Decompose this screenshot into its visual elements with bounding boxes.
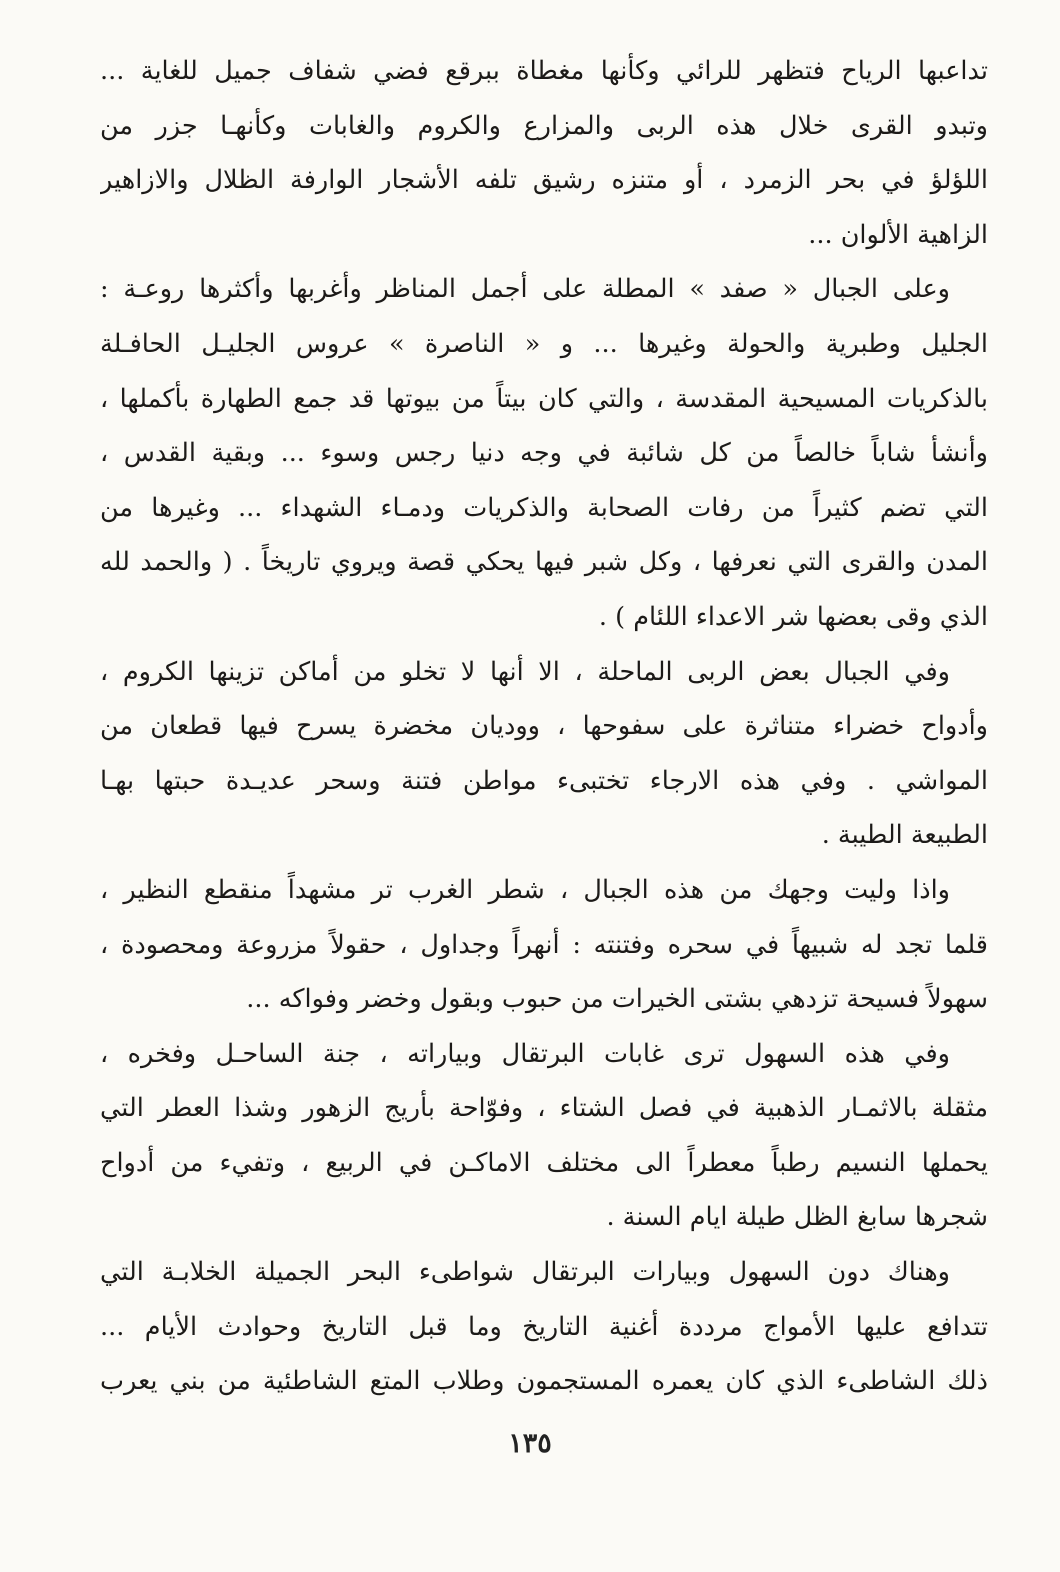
text-line: يحملها النسيم رطباً معطراً الى مختلف الاماكـن في الربيع ، وتفيء من أدواح	[100, 1147, 988, 1178]
text-line: اللؤلؤ في بحر الزمرد ، أو متنزه رشيق تلفه الأشجار الوارفة الظلال والازاهير	[100, 165, 988, 196]
text-line: الطبيعة الطيبة .	[821, 820, 988, 851]
text-line: وعلى الجبال « صفد » المطلة على أجمل المناظر وأغربها وأكثرها روعـة :	[100, 274, 950, 305]
text-line: مثقلة بالاثمـار الذهبية في فصل الشتاء ، وفوّاحة بأريج الزهور وشذا العطر التي	[100, 1093, 988, 1124]
text-line: ذلك الشاطىء الذي كان يعمره المستجمون وطلاب المتع الشاطئية من بني يعرب	[100, 1366, 988, 1397]
text-line: تداعبها الرياح فتظهر للرائي وكأنها مغطاة ببرقع فضي شفاف جميل للغاية ...	[100, 56, 988, 86]
text-line: المواشي . وفي هذه الارجاء تختبىء مواطن فتنة وسحر عديـدة حبتها بهـا	[100, 765, 988, 796]
text-line: وأنشأ شاباً خالصاً من كل شائبة في وجه دنيا رجس وسوء ... وبقية القدس ،	[100, 438, 988, 469]
text-line: المدن والقرى التي نعرفها ، وكل شبر فيها يحكي قصة ويروي تاريخاً . ( والحمد لله	[100, 547, 988, 578]
text-line: الذي وقى بعضها شر الاعداء اللئام ) .	[598, 601, 988, 632]
text-line: بالذكريات المسيحية المقدسة ، والتي كان بيتاً من بيوتها قد جمع الطهارة بأكملها ،	[100, 383, 988, 414]
text-line: وتبدو القرى خلال هذه الربى والمزارع والكروم والغابات وكأنهـا جزر من	[100, 110, 988, 141]
text-line: وفي هذه السهول ترى غابات البرتقال وبياراته ، جنة الساحـل وفخره ،	[100, 1038, 950, 1069]
text-line: التي تضم كثيراً من رفات الصحابة والذكريات ودمـاء الشهداء ... وغيرها من	[100, 492, 988, 523]
text-line: شجرها سابغ الظل طيلة ايام السنة .	[606, 1202, 988, 1233]
text-line: الجليل وطبرية والحولة وغيرها ... و « الناصرة » عروس الجليـل الحافـلة	[100, 328, 988, 359]
text-line: وهناك دون السهول وبيارات البرتقال شواطىء البحر الجميلة الخلابـة التي	[100, 1257, 950, 1288]
text-line: واذا وليت وجهك من هذه الجبال ، شطر الغرب تر مشهداً منقطع النظير ،	[100, 874, 950, 905]
text-line: قلما تجد له شبيهاً في سحره وفتنته : أنهراً وجداول ، حقولاً مزروعة ومحصودة ،	[100, 929, 988, 960]
text-line: سهولاً فسيحة تزدهي بشتى الخيرات من حبوب وبقول وخضر وفواكه ...	[246, 984, 988, 1015]
text-line: وفي الجبال بعض الربى الماحلة ، الا أنها لا تخلو من أماكن تزينها الكروم ،	[100, 656, 950, 687]
body-text	[100, 44, 988, 1409]
text-line: الزاهية الألوان ...	[808, 219, 988, 250]
page-number: ١٣٥	[508, 1428, 552, 1459]
text-line: تتدافع عليها الأمواج مرددة أغنية التاريخ وما قبل التاريخ وحوادث الأيام ...	[100, 1311, 988, 1342]
text-line: وأدواح خضراء متناثرة على سفوحها ، ووديان مخضرة يسرح فيها قطعان من	[100, 711, 988, 742]
